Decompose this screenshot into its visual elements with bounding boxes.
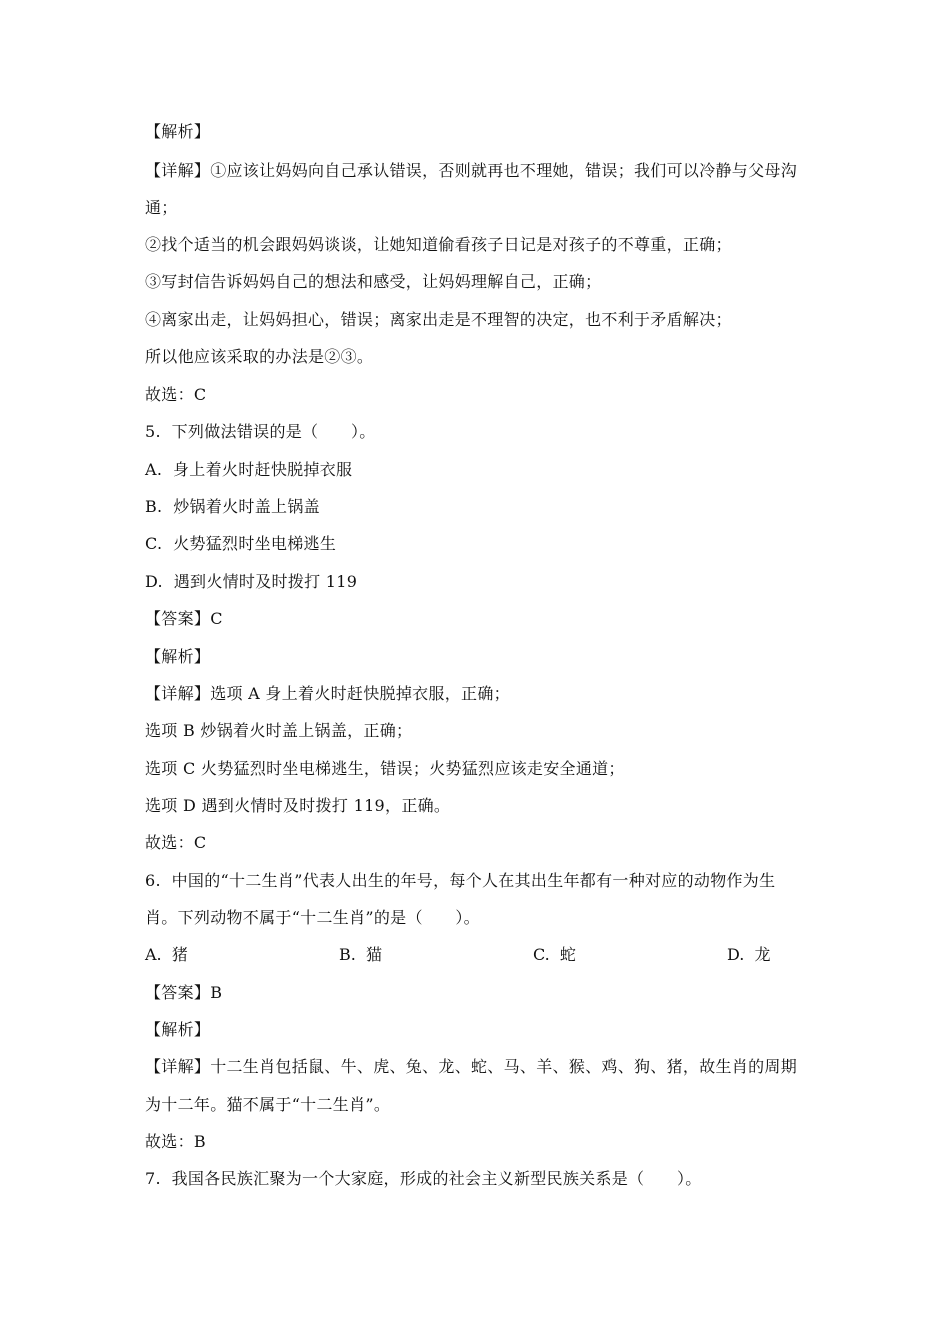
question-7: 7. 我国各民族汇聚为一个大家庭，形成的社会主义新型民族关系是（ ）。 bbox=[145, 1169, 702, 1188]
choice-line: 故选：C bbox=[145, 385, 207, 404]
detail-line-5: ④离家出走，让妈妈担心，错误；离家出走是不理智的决定，也不利于矛盾解决； bbox=[145, 310, 732, 329]
q6-choice: 故选：B bbox=[145, 1132, 206, 1151]
question-6-line-2: 肖。下列动物不属于“十二生肖”的是（ ）。 bbox=[145, 908, 480, 927]
question-6-line-1: 6. 中国的“十二生肖”代表人出生的年号，每个人在其出生年都有一种对应的动物作为生 bbox=[145, 871, 776, 890]
detail-line-2: 通； bbox=[145, 198, 178, 217]
q5-analysis-heading: 【解析】 bbox=[145, 647, 211, 666]
analysis-heading: 【解析】 bbox=[145, 122, 211, 141]
question-5: 5. 下列做法错误的是（ ）。 bbox=[145, 422, 376, 441]
q5-detail-4: 选项 D 遇到火情时及时拨打 119，正确。 bbox=[145, 796, 451, 815]
q5-option-c: C. 火势猛烈时坐电梯逃生 bbox=[145, 534, 337, 553]
q6-analysis-heading: 【解析】 bbox=[145, 1020, 211, 1039]
conclusion-line: 所以他应该采取的办法是②③。 bbox=[145, 347, 374, 366]
q6-option-b: B. 猫 bbox=[339, 945, 383, 964]
q5-option-d: D. 遇到火情时及时拨打 119 bbox=[145, 572, 358, 591]
q5-detail-2: 选项 B 炒锅着火时盖上锅盖，正确； bbox=[145, 721, 413, 740]
q6-answer: 【答案】B bbox=[145, 983, 223, 1002]
detail-line-3: ②找个适当的机会跟妈妈谈谈，让她知道偷看孩子日记是对孩子的不尊重，正确； bbox=[145, 235, 732, 254]
q6-detail-1: 【详解】十二生肖包括鼠、牛、虎、兔、龙、蛇、马、羊、猴、鸡、狗、猪，故生肖的周期 bbox=[145, 1057, 798, 1076]
q6-option-c: C. 蛇 bbox=[533, 945, 576, 964]
q5-detail-1: 【详解】选项 A 身上着火时赶快脱掉衣服，正确； bbox=[145, 684, 510, 703]
q5-option-a: A. 身上着火时赶快脱掉衣服 bbox=[145, 460, 353, 479]
q6-detail-2: 为十二年。猫不属于“十二生肖”。 bbox=[145, 1095, 391, 1114]
q5-option-b: B. 炒锅着火时盖上锅盖 bbox=[145, 497, 320, 516]
q5-detail-3: 选项 C 火势猛烈时坐电梯逃生，错误；火势猛烈应该走安全通道； bbox=[145, 759, 625, 778]
q6-option-d: D. 龙 bbox=[727, 945, 771, 964]
q6-option-a: A. 猪 bbox=[145, 945, 188, 964]
q5-answer: 【答案】C bbox=[145, 609, 223, 628]
q5-choice: 故选：C bbox=[145, 833, 207, 852]
detail-line-4: ③写封信告诉妈妈自己的想法和感受，让妈妈理解自己，正确； bbox=[145, 272, 602, 291]
detail-line-1: 【详解】①应该让妈妈向自己承认错误，否则就再也不理她，错误；我们可以冷静与父母沟 bbox=[145, 161, 798, 180]
